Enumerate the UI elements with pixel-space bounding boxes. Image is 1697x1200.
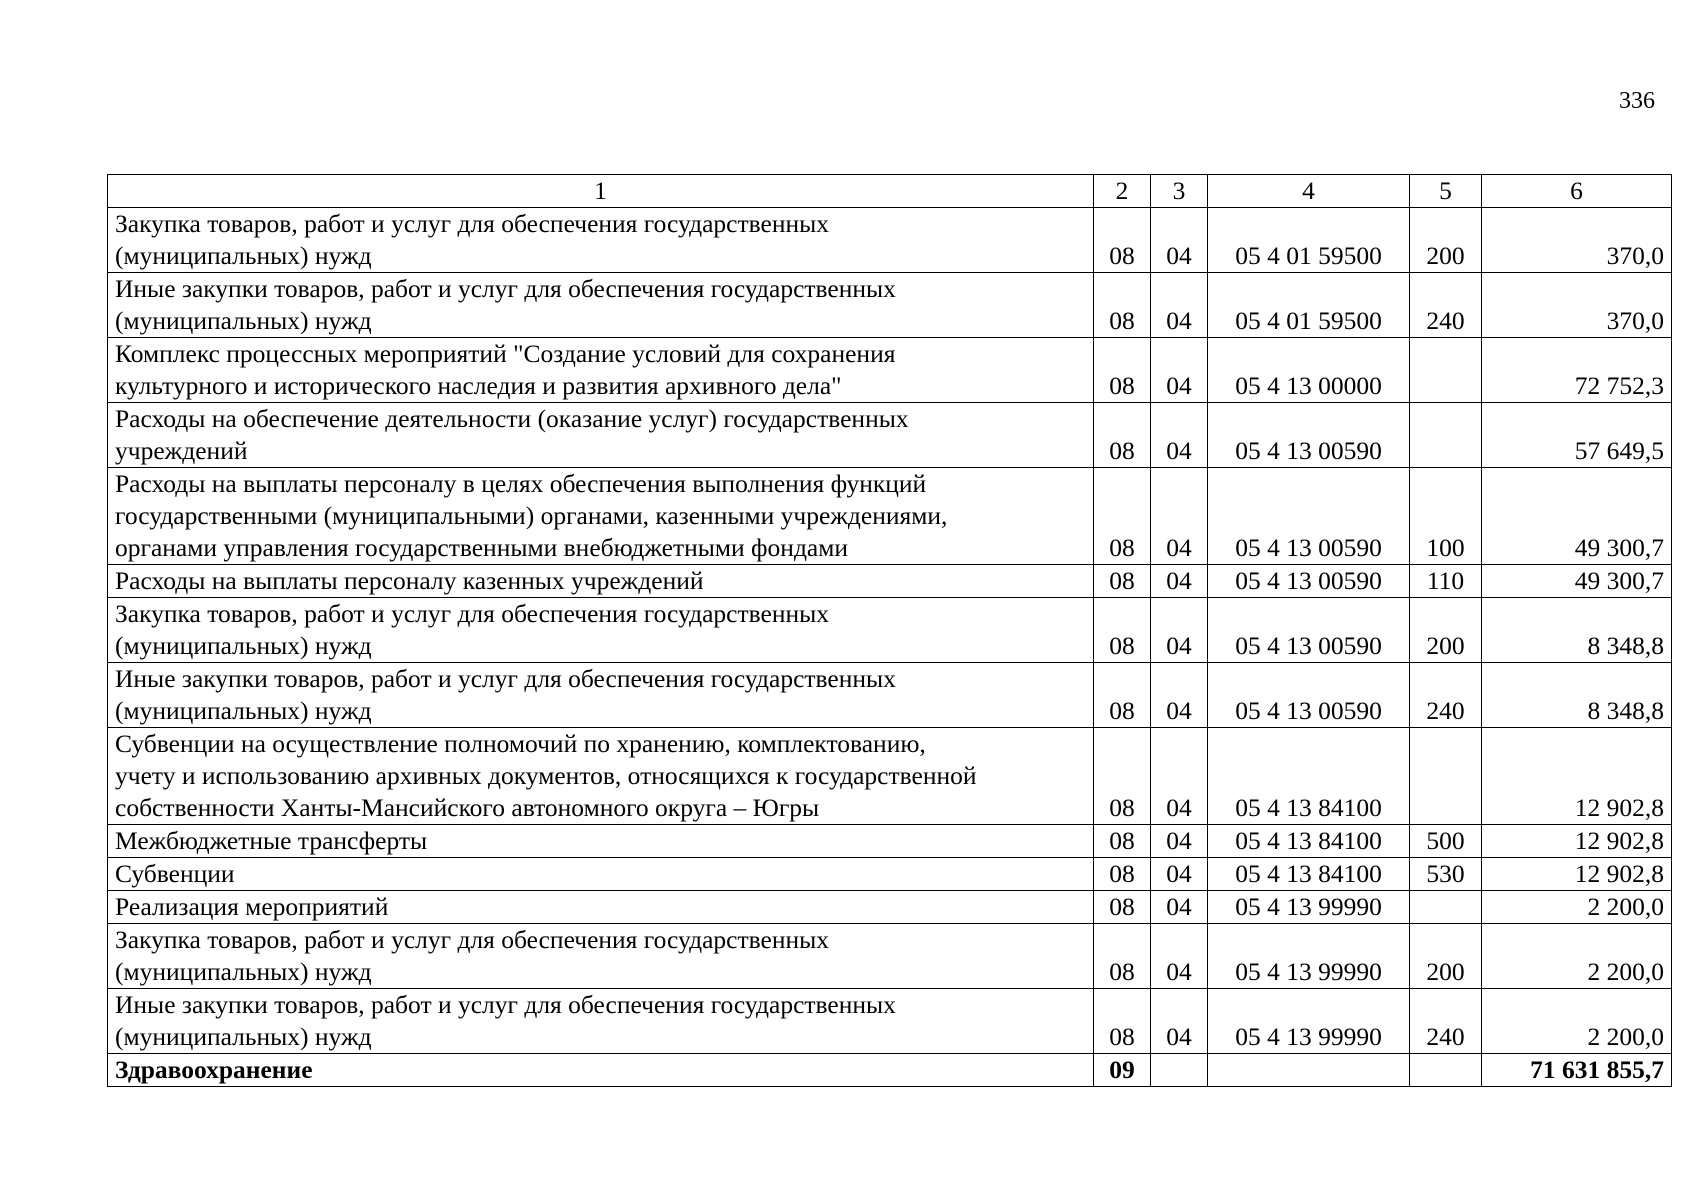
target-article-code-cell: 05 4 13 00590 — [1208, 403, 1410, 468]
target-article-code-cell: 05 4 13 84100 — [1208, 858, 1410, 891]
section-code-cell: 08 — [1094, 858, 1151, 891]
subsection-code-cell: 04 — [1151, 273, 1208, 338]
section-code-cell: 08 — [1094, 924, 1151, 989]
subsection-code-cell: 04 — [1151, 989, 1208, 1054]
table-row — [108, 598, 1672, 663]
expense-name-line: Расходы на обеспечение деятельности (оказание услуг) государственных — [115, 404, 909, 433]
section-code-cell: 08 — [1094, 208, 1151, 273]
expense-name-line: Закупка товаров, работ и услуг для обеспечения государственных — [115, 925, 830, 954]
budget-table-body — [108, 175, 1672, 1087]
column-number-6: 6 — [1482, 175, 1672, 208]
amount-cell: 8 348,8 — [1482, 598, 1672, 663]
expense-type-code-cell: 110 — [1410, 565, 1482, 598]
table-row — [108, 273, 1672, 338]
expense-name-line: Закупка товаров, работ и услуг для обеспечения государственных — [115, 599, 830, 628]
section-code-cell: 09 — [1094, 1054, 1151, 1087]
section-code-cell: 08 — [1094, 598, 1151, 663]
amount-cell: 71 631 855,7 — [1482, 1054, 1672, 1087]
subsection-code-cell: 04 — [1151, 891, 1208, 924]
target-article-code-cell: 05 4 01 59500 — [1208, 273, 1410, 338]
expense-name-cell — [108, 891, 1094, 924]
amount-cell: 12 902,8 — [1482, 858, 1672, 891]
target-article-code-cell: 05 4 13 99990 — [1208, 891, 1410, 924]
table-row — [108, 728, 1672, 825]
expense-name-line: Расходы на выплаты персоналу казенных учреждений — [115, 566, 704, 595]
section-code-cell: 08 — [1094, 989, 1151, 1054]
expense-type-code-cell: 200 — [1410, 924, 1482, 989]
expense-name-line: (муниципальных) нужд — [115, 696, 372, 725]
amount-cell: 12 902,8 — [1482, 825, 1672, 858]
expense-name-line: (муниципальных) нужд — [115, 306, 372, 335]
target-article-code-cell: 05 4 13 00590 — [1208, 598, 1410, 663]
amount-cell: 2 200,0 — [1482, 924, 1672, 989]
expense-type-code-cell: 500 — [1410, 825, 1482, 858]
amount-cell: 370,0 — [1482, 208, 1672, 273]
section-code-cell: 08 — [1094, 273, 1151, 338]
expense-name-line: культурного и исторического наследия и развития архивного дела" — [115, 371, 842, 400]
expense-type-code-cell: 200 — [1410, 598, 1482, 663]
amount-cell: 12 902,8 — [1482, 728, 1672, 825]
expense-name-line: Закупка товаров, работ и услуг для обеспечения государственных — [115, 209, 830, 238]
table-row — [108, 663, 1672, 728]
expense-name-line: (муниципальных) нужд — [115, 1022, 372, 1051]
expense-name-line: государственными (муниципальными) органами, казенными учреждениями, — [115, 501, 948, 530]
subsection-code-cell: 04 — [1151, 858, 1208, 891]
page-number: 336 — [1619, 88, 1655, 114]
expense-name-cell — [108, 825, 1094, 858]
section-name-cell: Здравоохранение — [108, 1054, 1094, 1087]
target-article-code-cell: 05 4 13 00590 — [1208, 663, 1410, 728]
expense-name-cell — [108, 858, 1094, 891]
amount-cell: 8 348,8 — [1482, 663, 1672, 728]
section-code-cell: 08 — [1094, 728, 1151, 825]
expense-name-line: Субвенции на осуществление полномочий по хранению, комплектованию, — [115, 729, 926, 758]
expense-type-code-cell: 240 — [1410, 989, 1482, 1054]
column-number-5: 5 — [1410, 175, 1482, 208]
amount-cell: 72 752,3 — [1482, 338, 1672, 403]
table-row — [108, 891, 1672, 924]
amount-cell: 49 300,7 — [1482, 565, 1672, 598]
table-row — [108, 924, 1672, 989]
expense-name-line: Субвенции — [115, 859, 235, 888]
expense-name-cell — [108, 338, 1094, 403]
subsection-code-cell: 04 — [1151, 598, 1208, 663]
table-row — [108, 858, 1672, 891]
expense-name-cell — [108, 663, 1094, 728]
table-row — [108, 565, 1672, 598]
table-row — [108, 989, 1672, 1054]
subsection-code-cell: 04 — [1151, 338, 1208, 403]
expense-type-code-cell: 100 — [1410, 468, 1482, 565]
expense-name-line: собственности Ханты-Мансийского автономного округа – Югры — [115, 793, 820, 822]
expense-type-code-cell — [1410, 1054, 1482, 1087]
section-code-cell: 08 — [1094, 403, 1151, 468]
section-code-cell: 08 — [1094, 468, 1151, 565]
section-total-row — [108, 1054, 1672, 1087]
amount-cell: 57 649,5 — [1482, 403, 1672, 468]
expense-name-line: (муниципальных) нужд — [115, 631, 372, 660]
subsection-code-cell: 04 — [1151, 663, 1208, 728]
expense-name-cell — [108, 989, 1094, 1054]
target-article-code-cell: 05 4 13 84100 — [1208, 728, 1410, 825]
column-number-4: 4 — [1208, 175, 1410, 208]
column-number-2: 2 — [1094, 175, 1151, 208]
expense-name-cell — [108, 208, 1094, 273]
subsection-code-cell: 04 — [1151, 208, 1208, 273]
target-article-code-cell — [1208, 1054, 1410, 1087]
target-article-code-cell: 05 4 01 59500 — [1208, 208, 1410, 273]
target-article-code-cell: 05 4 13 00000 — [1208, 338, 1410, 403]
expense-name-cell — [108, 403, 1094, 468]
expense-type-code-cell: 240 — [1410, 273, 1482, 338]
subsection-code-cell: 04 — [1151, 924, 1208, 989]
amount-cell: 2 200,0 — [1482, 989, 1672, 1054]
expense-name-cell — [108, 565, 1094, 598]
expense-type-code-cell: 530 — [1410, 858, 1482, 891]
subsection-code-cell — [1151, 1054, 1208, 1087]
table-row — [108, 208, 1672, 273]
amount-cell: 370,0 — [1482, 273, 1672, 338]
expense-name-line: органами управления государственными внебюджетными фондами — [115, 533, 849, 562]
expense-name-cell — [108, 728, 1094, 825]
expense-name-line: Реализация мероприятий — [115, 892, 389, 921]
expense-type-code-cell — [1410, 891, 1482, 924]
column-number-row — [108, 175, 1672, 208]
expense-name-line: Комплекс процессных мероприятий "Создание условий для сохранения — [115, 339, 896, 368]
subsection-code-cell: 04 — [1151, 728, 1208, 825]
section-code-cell: 08 — [1094, 891, 1151, 924]
expense-name-line: учету и использованию архивных документов, относящихся к государственной — [115, 761, 977, 790]
section-code-cell: 08 — [1094, 663, 1151, 728]
column-number-1: 1 — [108, 175, 1094, 208]
target-article-code-cell: 05 4 13 84100 — [1208, 825, 1410, 858]
column-number-3: 3 — [1151, 175, 1208, 208]
expense-name-line: Иные закупки товаров, работ и услуг для обеспечения государственных — [115, 990, 896, 1019]
section-code-cell: 08 — [1094, 825, 1151, 858]
target-article-code-cell: 05 4 13 00590 — [1208, 468, 1410, 565]
expense-name-line: Иные закупки товаров, работ и услуг для обеспечения государственных — [115, 664, 896, 693]
subsection-code-cell: 04 — [1151, 468, 1208, 565]
budget-table — [107, 174, 1672, 1087]
expense-name-line: Расходы на выплаты персоналу в целях обеспечения выполнения функций — [115, 469, 927, 498]
table-row — [108, 468, 1672, 565]
expense-name-cell — [108, 273, 1094, 338]
expense-name-cell — [108, 598, 1094, 663]
subsection-code-cell: 04 — [1151, 565, 1208, 598]
expense-name-line: (муниципальных) нужд — [115, 957, 372, 986]
target-article-code-cell: 05 4 13 00590 — [1208, 565, 1410, 598]
expense-type-code-cell: 200 — [1410, 208, 1482, 273]
expense-type-code-cell — [1410, 728, 1482, 825]
expense-name-line: Межбюджетные трансферты — [115, 826, 428, 855]
expense-type-code-cell: 240 — [1410, 663, 1482, 728]
subsection-code-cell: 04 — [1151, 403, 1208, 468]
section-code-cell: 08 — [1094, 565, 1151, 598]
subsection-code-cell: 04 — [1151, 825, 1208, 858]
table-row — [108, 403, 1672, 468]
amount-cell: 49 300,7 — [1482, 468, 1672, 565]
table-row — [108, 825, 1672, 858]
expense-type-code-cell — [1410, 338, 1482, 403]
expense-type-code-cell — [1410, 403, 1482, 468]
target-article-code-cell: 05 4 13 99990 — [1208, 924, 1410, 989]
amount-cell: 2 200,0 — [1482, 891, 1672, 924]
section-code-cell: 08 — [1094, 338, 1151, 403]
expense-name-cell — [108, 924, 1094, 989]
expense-name-line: (муниципальных) нужд — [115, 241, 372, 270]
table-row — [108, 338, 1672, 403]
target-article-code-cell: 05 4 13 99990 — [1208, 989, 1410, 1054]
expense-name-line: учреждений — [115, 436, 248, 465]
expense-name-cell — [108, 468, 1094, 565]
expense-name-line: Иные закупки товаров, работ и услуг для обеспечения государственных — [115, 274, 896, 303]
